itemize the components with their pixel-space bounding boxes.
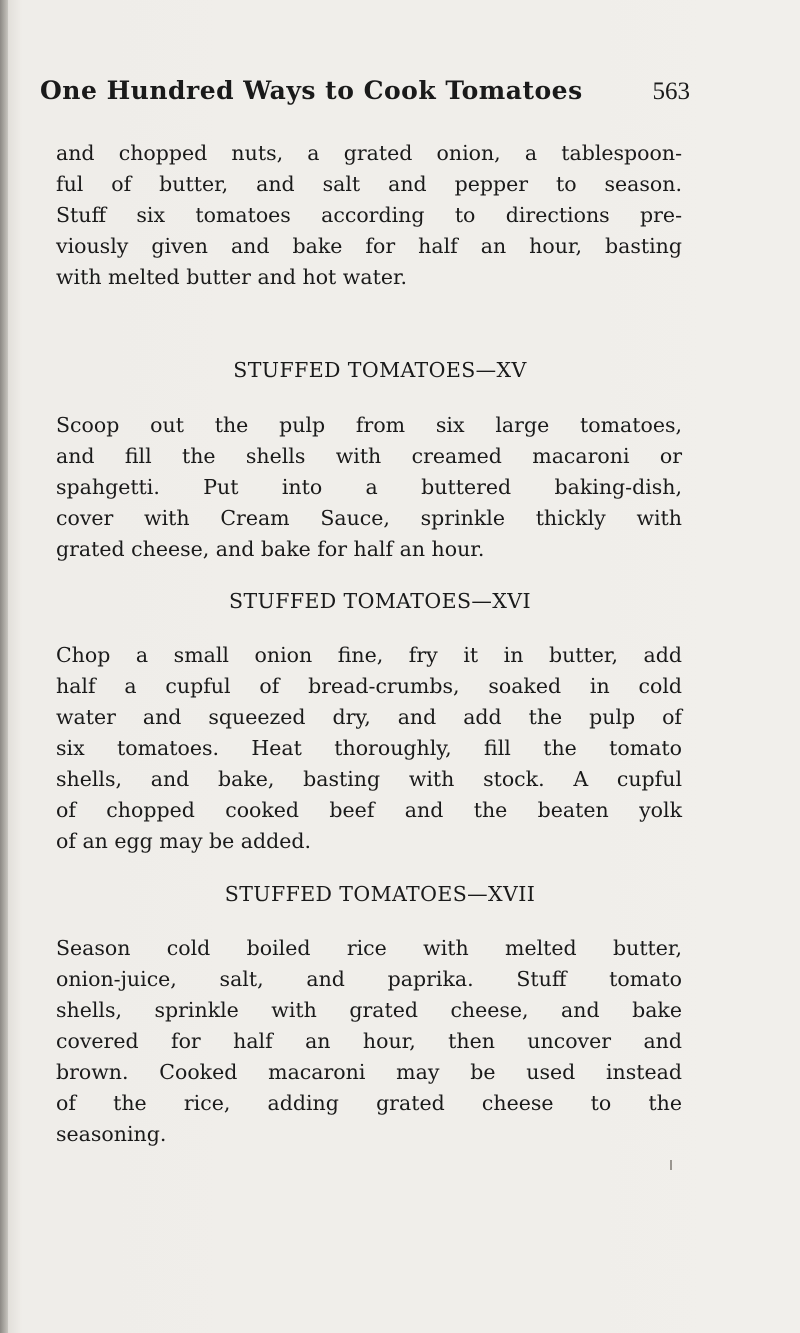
text-line: covered for half an hour, then uncover and [56, 1029, 682, 1053]
text-line: seasoning. [56, 1122, 167, 1146]
text-line: half a cupful of bread-crumbs, soaked in cold [56, 674, 682, 698]
intro-paragraph [56, 138, 682, 293]
page-number: 563 [652, 78, 690, 105]
paper-speck [670, 1160, 672, 1170]
text-line: and fill the shells with creamed macaroni or [56, 444, 682, 468]
text-line: of chopped cooked beef and the beaten yolk [56, 798, 682, 822]
page-gutter [0, 0, 8, 1333]
text-line: of an egg may be added. [56, 829, 312, 853]
text-line: cover with Cream Sauce, sprinkle thickly with [56, 506, 682, 530]
text-line: grated cheese, and bake for half an hour. [56, 537, 485, 561]
text-line: water and squeezed dry, and add the pulp of [56, 705, 682, 729]
text-line: brown. Cooked macaroni may be used instead [56, 1060, 682, 1084]
text-line: Stuff six tomatoes according to directions pre- [56, 203, 682, 227]
text-line: with melted butter and hot water. [56, 265, 408, 289]
section-heading-xvi: STUFFED TOMATOES—XVI [229, 589, 531, 613]
text-line: shells, sprinkle with grated cheese, and bake [56, 998, 682, 1022]
text-line: shells, and bake, basting with stock. A cupful [56, 767, 682, 791]
section-heading-xv: STUFFED TOMATOES—XV [233, 358, 527, 382]
text-line: onion-juice, salt, and paprika. Stuff tomato [56, 967, 682, 991]
running-title: One Hundred Ways to Cook Tomatoes [40, 76, 583, 105]
section-paragraph-xv [56, 410, 682, 565]
text-line: ful of butter, and salt and pepper to season. [56, 172, 682, 196]
page-header [40, 76, 690, 116]
text-line: and chopped nuts, a grated onion, a tablespoon- [56, 141, 682, 165]
text-line: of the rice, adding grated cheese to the [56, 1091, 682, 1115]
text-line: Season cold boiled rice with melted butter, [56, 936, 682, 960]
text-line: viously given and bake for half an hour, basting [56, 234, 682, 258]
section-paragraph-xvi [56, 640, 682, 857]
text-line: Chop a small onion fine, fry it in butter, add [56, 643, 682, 667]
section-heading-xvii: STUFFED TOMATOES—XVII [224, 882, 536, 906]
text-line: spahgetti. Put into a buttered baking-dish, [56, 475, 682, 499]
text-line: six tomatoes. Heat thoroughly, fill the tomato [56, 736, 682, 760]
section-paragraph-xvii [56, 933, 682, 1150]
text-line: Scoop out the pulp from six large tomatoes, [56, 413, 682, 437]
